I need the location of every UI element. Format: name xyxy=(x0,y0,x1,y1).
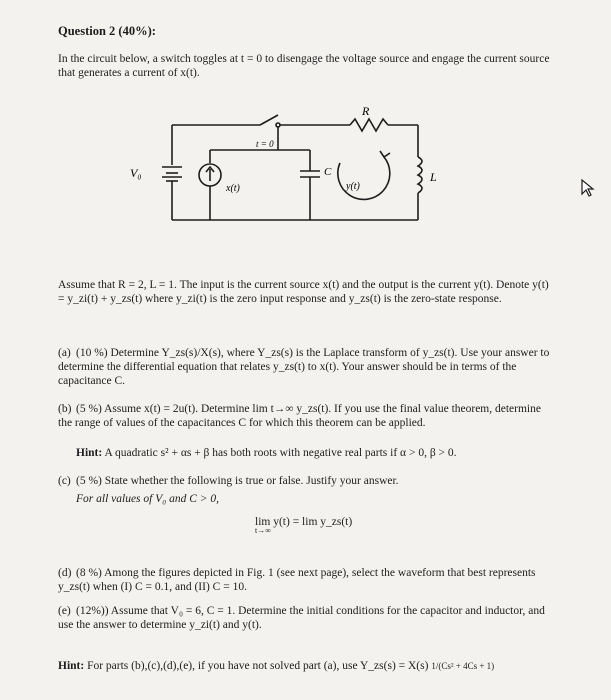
inductor xyxy=(418,157,422,193)
intro-text: In the circuit below, a switch toggles at t = 0 to disengage the voltage source and engage the current source that generates a current of x(t). xyxy=(58,53,550,79)
resistor xyxy=(350,119,388,131)
part-c-text: (5 %) State whether the following is true or false. Justify your answer. xyxy=(76,475,399,487)
part-b-hint xyxy=(76,447,556,459)
output-current-label: y(t) xyxy=(346,181,360,192)
loop-arrow xyxy=(338,157,390,199)
question-title: Question 2 (40%): xyxy=(58,24,156,38)
final-hint xyxy=(58,660,558,672)
switch-blade xyxy=(260,115,278,125)
part-b-label: (b) xyxy=(58,403,72,415)
current-source-label: x(t) xyxy=(226,183,240,194)
part-c-equation-sub: t→∞ xyxy=(255,526,271,535)
part-c xyxy=(58,474,553,506)
part-c-condition: For all values of V₀ and C > 0, xyxy=(76,493,220,505)
switch-time-label: t = 0 xyxy=(256,139,274,149)
part-c-label: (c) xyxy=(58,475,71,487)
final-hint-fraction: 1/(Cs² + 4Cs + 1) xyxy=(431,661,495,671)
circuit-diagram xyxy=(130,104,450,270)
part-e-text: (12%)) Assume that V₀ = 6, C = 1. Determine the initial conditions for the capacitor and inductor, and use the answer to determine y_zi(t) and y(t). xyxy=(58,605,545,631)
part-b-hint-text: A quadratic s² + αs + β has both roots with negative real parts if α > 0, β > 0. xyxy=(104,447,457,459)
part-a-text: (10 %) Determine Y_zs(s)/X(s), where Y_zs(s) is the Laplace transform of y_zs(t). Use your answer to determine the differential equation that relates y_zs(t) to x(t). Your answer should be in terms of the capacitance C. xyxy=(58,347,550,387)
part-d-text: (8 %) Among the figures depicted in Fig. 1 (see next page), select the waveform that best represents y_zs(t) when (I) C = 0.1, and (II) C = 10. xyxy=(58,567,536,593)
assumption-paragraph: Assume that R = 2, L = 1. The input is the current source x(t) and the output is the current y(t). Denote y(t) = y_zi(t) + y_zs(t) where y_zi(t) is the zero input response and y_zs(t) is the zero-state response. xyxy=(58,279,549,305)
part-c-equation xyxy=(255,516,352,535)
final-hint-text: For parts (b),(c),(d),(e), if you have not solved part (a), use Y_zs(s) = X(s) xyxy=(87,660,429,672)
part-e xyxy=(58,604,553,632)
part-c-equation-main: lim y(t) = lim y_zs(t) xyxy=(255,516,353,528)
part-b xyxy=(58,402,553,430)
part-d-label: (d) xyxy=(58,567,72,579)
part-b-hint-label: Hint: xyxy=(76,447,103,459)
final-hint-label: Hint: xyxy=(58,660,85,672)
part-a-label: (a) xyxy=(58,347,71,359)
resistor-label: R xyxy=(362,104,370,118)
capacitor-label: C xyxy=(324,166,332,178)
part-d xyxy=(58,566,553,594)
inductor-label: L xyxy=(430,170,437,184)
part-b-text: (5 %) Assume x(t) = 2u(t). Determine lim t→∞ y_zs(t). If you use the final value theorem, determine the range of values of the capacitances C for which this theorem can be applied. xyxy=(58,403,541,429)
part-e-label: (e) xyxy=(58,605,71,617)
voltage-label: V₀ xyxy=(130,166,142,180)
part-a xyxy=(58,346,553,388)
mouse-cursor-icon xyxy=(580,178,596,198)
